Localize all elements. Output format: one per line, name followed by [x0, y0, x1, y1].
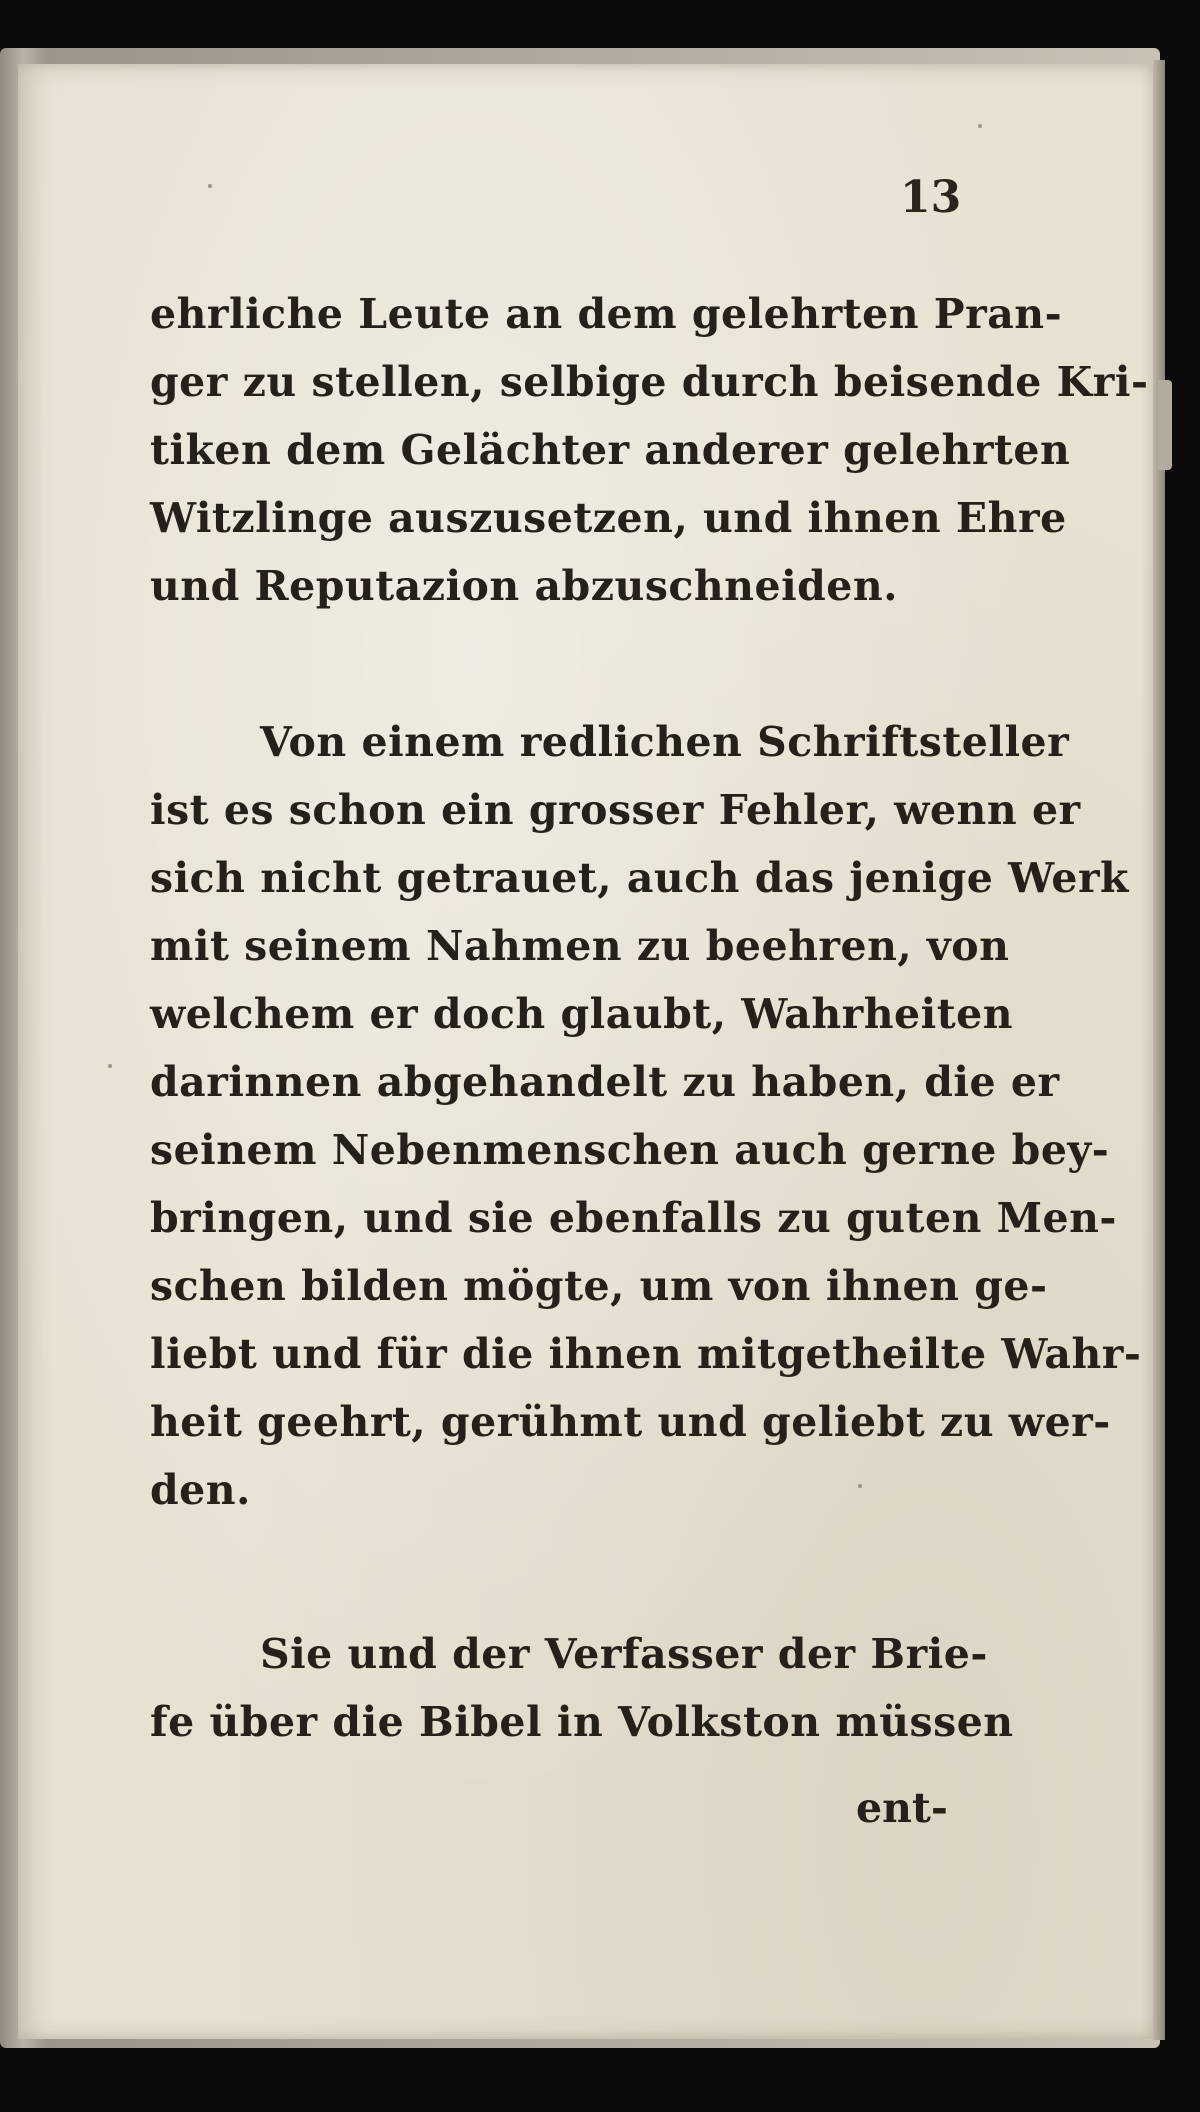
text-line: ehrliche Leute an dem gelehrten Pran-: [150, 290, 1063, 338]
text-line: welchem er doch glaubt, Wahrheiten: [150, 990, 1014, 1038]
text-line: bringen, und sie ebenfalls zu guten Men-: [150, 1194, 1117, 1242]
text-line: Sie und der Verfasser der Brie-: [260, 1630, 988, 1678]
text-line: sich nicht getrauet, auch das jenige Werk: [150, 854, 1129, 902]
page-number: 13: [900, 172, 962, 223]
text-line: darinnen abgehandelt zu haben, die er: [150, 1058, 1060, 1106]
paragraph-3: [150, 1620, 1014, 1756]
paper-speck: [208, 184, 212, 188]
paragraph-2: [150, 708, 1142, 1524]
page-edge-tab: [1158, 380, 1172, 470]
text-line: Von einem redlichen Schriftsteller: [260, 718, 1070, 766]
text-line: fe über die Bibel in Volkston müssen: [150, 1698, 1014, 1746]
text-line: seinem Nebenmenschen auch gerne bey-: [150, 1126, 1110, 1174]
catchword: ent-: [856, 1784, 948, 1832]
paragraph-1: [150, 280, 1149, 620]
text-line: tiken dem Gelächter anderer gelehrten: [150, 426, 1071, 474]
page-stack-edge: [1153, 60, 1165, 2040]
text-line: ist es schon ein grosser Fehler, wenn er: [150, 786, 1081, 834]
text-line: Witzlinge auszusetzen, und ihnen Ehre: [150, 494, 1067, 542]
paper-speck: [978, 124, 982, 128]
text-line: schen bilden mögte, um von ihnen ge-: [150, 1262, 1048, 1310]
text-line: heit geehrt, gerühmt und geliebt zu wer-: [150, 1398, 1111, 1446]
text-line: mit seinem Nahmen zu beehren, von: [150, 922, 1010, 970]
paper-speck: [108, 1064, 112, 1068]
text-line: und Reputazion abzuschneiden.: [150, 562, 898, 610]
text-line: ger zu stellen, selbige durch beisende Kri-: [150, 358, 1149, 406]
text-line: den.: [150, 1466, 251, 1514]
text-line: liebt und für die ihnen mitgetheilte Wahr-: [150, 1330, 1142, 1378]
